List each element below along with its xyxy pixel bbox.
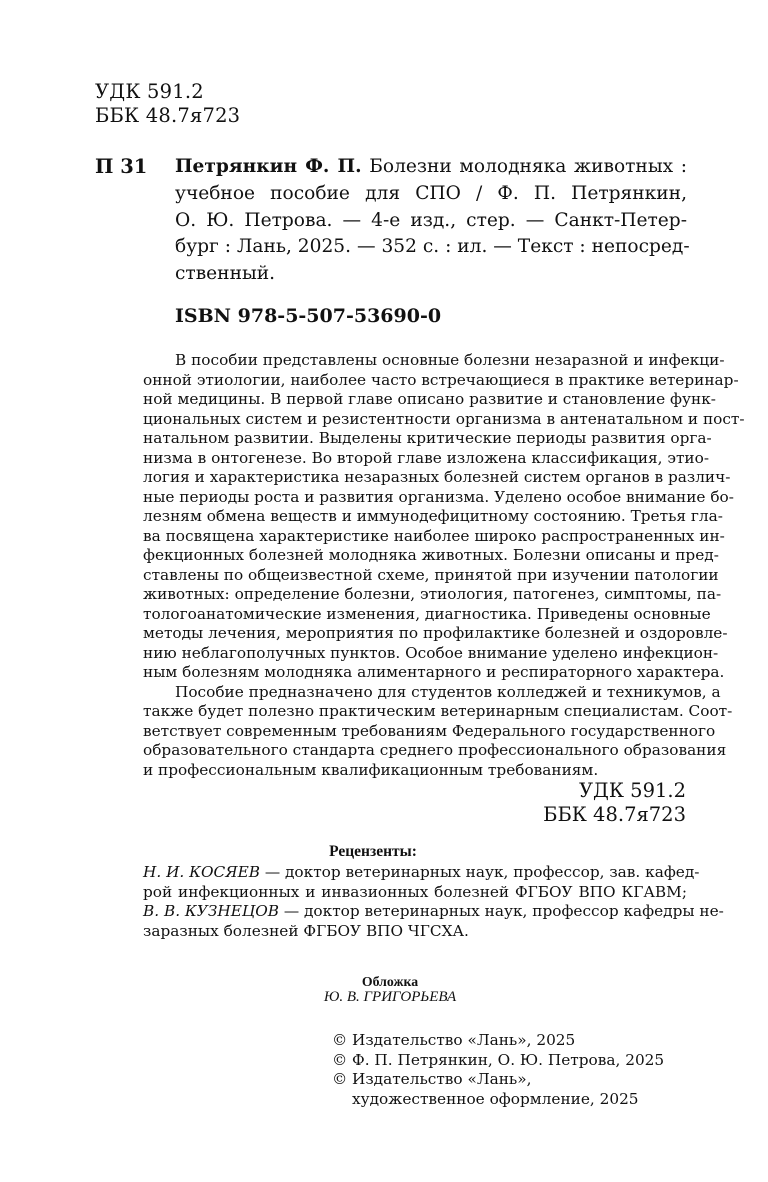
reviewers-list xyxy=(143,863,724,942)
abstract-line: нию неблагополучных пунктов. Особое внимание уделено инфекцион- xyxy=(143,643,719,662)
bib-line-3: О. Ю. Петрова. — 4-е изд., стер. — Санкт-Петер- xyxy=(175,209,687,231)
copyright-line-3 xyxy=(332,1070,664,1090)
reviewer-1-line-2: рой инфекционных и инвазионных болезней ФГБОУ ВПО КГАВМ; xyxy=(143,882,687,901)
reviewer-1-name: Н. И. КОСЯЕВ xyxy=(143,863,260,881)
copyright-symbol: © xyxy=(332,1031,348,1049)
copyright-line-2 xyxy=(332,1051,664,1071)
bibliographic-record xyxy=(175,154,690,288)
abstract-line: онной этиологии, наиболее часто встречающиеся в практике ветеринар- xyxy=(143,370,739,389)
copyright-symbol: © xyxy=(332,1050,348,1069)
abstract-line: логия и характеристика незаразных болезней систем органов в различ- xyxy=(143,468,731,486)
abstract-line: ной медицины. В первой главе описано развитие и становление функ- xyxy=(143,390,716,408)
bbk-code-top: ББК 48.7я723 xyxy=(95,104,241,127)
abstract-line: натальном развитии. Выделены критические периоды развития орга- xyxy=(143,429,712,447)
isbn: ISBN 978-5-507-53690-0 xyxy=(175,305,442,327)
bib-line-4: бург : Лань, 2025. — 352 с. : ил. — Текст : непосред- xyxy=(175,236,690,258)
abstract-line: животных: определение болезни, этиология, патогенез, симптомы, па- xyxy=(143,585,722,603)
abstract-paragraph-2 xyxy=(143,682,733,781)
abstract xyxy=(143,351,745,780)
bib-line-1 xyxy=(175,154,687,181)
reviewer-2-title: — доктор ветеринарных наук, профессор кафедры не- xyxy=(278,902,724,921)
abstract-line: ва посвящена характеристике наиболее широко распространенных ин- xyxy=(143,526,725,545)
reviewer-2-line-2: заразных болезней ФГБОУ ВПО ЧГСХА. xyxy=(143,922,469,941)
reviewers-heading: Рецензенты: xyxy=(329,843,417,860)
abstract-line: тологоанатомические изменения, диагностика. Приведены основные xyxy=(143,604,711,623)
abstract-line: лезням обмена веществ и иммунодефицитному состоянию. Третья гла- xyxy=(143,507,723,525)
copyright-block xyxy=(332,1031,664,1109)
catalog-code: П 31 xyxy=(95,155,148,178)
copyright-symbol: © xyxy=(332,1070,348,1088)
abstract-paragraph-1 xyxy=(143,351,745,683)
copyright-text: Издательство «Лань», xyxy=(352,1070,532,1088)
abstract-line: низма в онтогенезе. Во второй главе изложена классификация, этио- xyxy=(143,448,709,467)
bbk-code-bottom: ББК 48.7я723 xyxy=(543,803,686,826)
copyright-line-1 xyxy=(332,1031,664,1051)
bib-title: Болезни молодняка животных : xyxy=(361,156,687,177)
reviewer-2-name: В. В. КУЗНЕЦОВ xyxy=(143,902,279,921)
cover-label: Обложка xyxy=(361,974,419,989)
reviewer-1-line-1 xyxy=(143,863,700,883)
abstract-line: фекционных болезней молодняка животных. Болезни описаны и пред- xyxy=(143,546,719,564)
abstract-line: ные периоды роста и развития организма. Уделено особое внимание бо- xyxy=(143,487,734,506)
abstract-line: и профессиональным квалификационным требованиям. xyxy=(143,760,599,779)
bib-line-2: учебное пособие для СПО / Ф. П. Петрянкин, xyxy=(175,182,687,204)
abstract-line: ветствует современным требованиям Федерального государственного xyxy=(143,721,716,740)
abstract-line: циональных систем и резистентности организма в антенатальном и пост- xyxy=(143,409,745,428)
udk-code-top: УДК 591.2 xyxy=(95,80,204,103)
udk-code-bottom: УДК 591.2 xyxy=(578,779,686,802)
abstract-line: образовательного стандарта среднего профессионального образования xyxy=(143,741,727,759)
bib-line-5: ственный. xyxy=(175,263,276,285)
reviewer-1-title: — доктор ветеринарных наук, профессор, зав. кафед- xyxy=(259,863,700,881)
abstract-line: также будет полезно практическим ветеринарным специалистам. Соот- xyxy=(143,702,733,720)
abstract-line: Пособие предназначено для студентов колледжей и техникумов, а xyxy=(175,682,721,701)
copyright-line-3-continuation: художественное оформление, 2025 xyxy=(352,1089,639,1108)
abstract-line: В пособии представлены основные болезни незаразной и инфекци- xyxy=(175,351,725,369)
abstract-line: ным болезням молодняка алиментарного и респираторного характера. xyxy=(143,663,725,681)
abstract-line: ставлены по общеизвестной схеме, принятой при изучении патологии xyxy=(143,565,719,584)
bib-author: Петрянкин Ф. П. xyxy=(175,156,362,177)
abstract-line: методы лечения, мероприятия по профилактике болезней и оздоровле- xyxy=(143,624,728,642)
cover-artist: Ю. В. ГРИГОРЬЕВА xyxy=(323,989,457,1005)
copyright-text: Издательство «Лань», 2025 xyxy=(352,1031,576,1049)
copyright-text: Ф. П. Петрянкин, О. Ю. Петрова, 2025 xyxy=(352,1050,665,1069)
reviewer-2-line-1 xyxy=(143,902,724,922)
